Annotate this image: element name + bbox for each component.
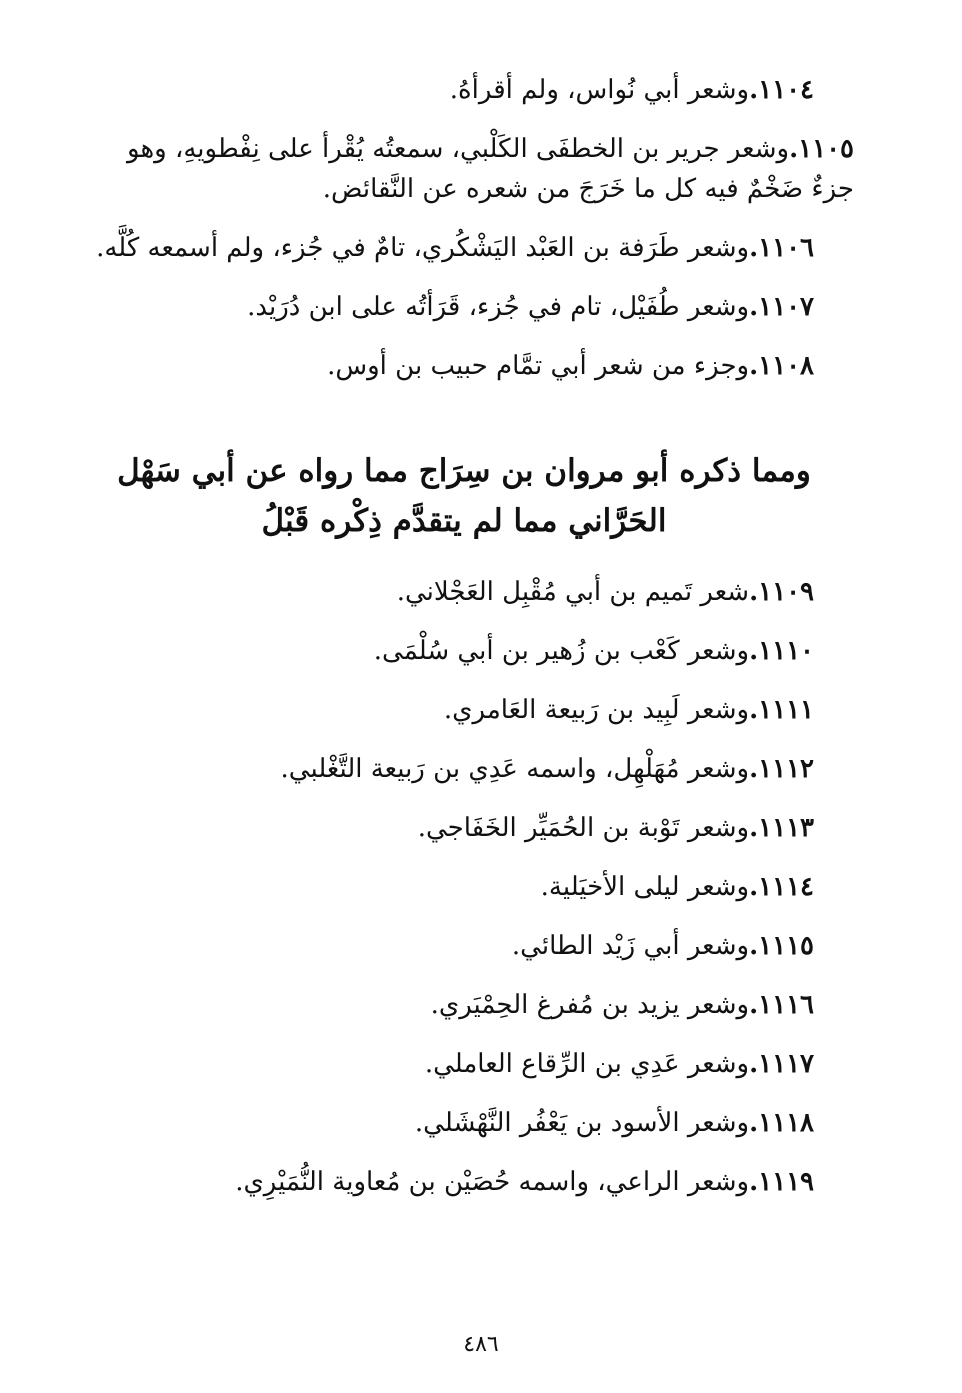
entry-number: ١١٠٩ (758, 577, 814, 607)
entry-1115: ١١١٥.وشعر أبي زَيْد الطائي. (511, 931, 814, 961)
entry-text: وشعر كَعْب بن زُهير بن أبي سُلْمَى. (373, 636, 750, 666)
entry-text: شعر تَميم بن أبي مُقْبِل العَجْلاني. (396, 577, 750, 607)
entries-list-after (94, 572, 814, 1221)
entry-text: وشعر أبي نُواس، ولم أقرأهُ. (449, 75, 750, 105)
entry-number: ١١١٣ (758, 813, 814, 843)
entries-list-before (94, 70, 854, 405)
entry-1116: ١١١٦.وشعر يزيد بن مُفرغ الحِمْيَري. (430, 990, 814, 1020)
entry-text: وشعر الأسود بن يَعْفُر النَّهْشَلي. (414, 1108, 750, 1138)
entry-text: وشعر طُفَيْل، تام في جُزء، قَرَأتُه على ابن دُرَيْد. (247, 292, 750, 322)
entry-1104: ١١٠٤.وشعر أبي نُواس، ولم أقرأهُ. (449, 75, 814, 105)
section-heading: ومما ذكره أبو مروان بن سِرَاج مما رواه عن أبي سَهْل الحَرَّاني مما لم يتقدَّم ذِكْره قَبْلُ (117, 453, 811, 539)
entry-number: ١١٠٤ (758, 75, 814, 105)
entry-number: ١١١٩ (758, 1167, 814, 1197)
entry-text: وشعر لَبِيد بن رَبيعة العَامري. (443, 695, 750, 725)
entry-text: وشعر عَدِي بن الرِّقاع العاملي. (424, 1049, 750, 1079)
entry-1110: ١١١٠.وشعر كَعْب بن زُهير بن أبي سُلْمَى. (373, 636, 814, 666)
entry-number: ١١١١ (758, 695, 814, 725)
entry-number: ١١١٧ (758, 1049, 814, 1079)
entry-number: ١١١٦ (758, 990, 814, 1020)
entry-number: ١١٠٧ (758, 292, 814, 322)
entry-text: وجزء من شعر أبي تمَّام حبيب بن أوس. (327, 351, 750, 381)
entry-text: وشعر مُهَلْهِل، واسمه عَدِي بن رَبيعة التَّغْلبي. (280, 754, 750, 784)
entry-number: ١١١٥ (758, 931, 814, 961)
entry-text: وشعر طَرَفة بن العَبْد اليَشْكُري، تامٌ في جُزء، ولم أسمعه كُلَّه. (96, 233, 750, 263)
entry-number: ١١٠٦ (758, 233, 814, 263)
entry-text: وشعر ليلى الأخيَلية. (540, 872, 750, 902)
entry-text: وشعر تَوْبة بن الحُمَيِّر الخَفَاجي. (417, 813, 750, 843)
entry-1108: ١١٠٨.وجزء من شعر أبي تمَّام حبيب بن أوس. (327, 351, 814, 381)
entry-number: ١١١٢ (758, 754, 814, 784)
entry-text: وشعر جرير بن الخطفَى الكَلْبي، سمعتُه يُقْرأ على نِفْطويهِ، وهو جزءٌ ضَخْمٌ فيه كل ما خَرَجَ من شعره عن النَّقائض. (127, 134, 854, 204)
entry-1107: ١١٠٧.وشعر طُفَيْل، تام في جُزء، قَرَأتُه على ابن دُرَيْد. (247, 292, 814, 322)
entry-1109: ١١٠٩.شعر تَميم بن أبي مُقْبِل العَجْلاني. (396, 577, 814, 607)
entry-1112: ١١١٢.وشعر مُهَلْهِل، واسمه عَدِي بن رَبيعة التَّغْلبي. (280, 754, 814, 784)
entry-1106: ١١٠٦.وشعر طَرَفة بن العَبْد اليَشْكُري، تامٌ في جُزء، ولم أسمعه كُلَّه. (96, 233, 814, 263)
entry-1111: ١١١١.وشعر لَبِيد بن رَبيعة العَامري. (443, 695, 814, 725)
entry-text: وشعر يزيد بن مُفرغ الحِمْيَري. (430, 990, 750, 1020)
entry-number: ١١١٠ (758, 636, 814, 666)
entry-1113: ١١١٣.وشعر تَوْبة بن الحُمَيِّر الخَفَاجي. (417, 813, 814, 843)
entry-number: ١١٠٥ (798, 134, 854, 164)
entry-number: ١١٠٨ (758, 351, 814, 381)
entry-1117: ١١١٧.وشعر عَدِي بن الرِّقاع العاملي. (424, 1049, 814, 1079)
entry-number: ١١١٨ (758, 1108, 814, 1138)
entry-1105: ١١٠٥.وشعر جرير بن الخطفَى الكَلْبي، سمعتُه يُقْرأ على نِفْطويهِ، وهو جزءٌ ضَخْمٌ فيه كل ما خَرَجَ من شعره عن النَّقائض. (127, 134, 854, 204)
entry-1118: ١١١٨.وشعر الأسود بن يَعْفُر النَّهْشَلي. (414, 1108, 814, 1138)
entry-number: ١١١٤ (758, 872, 814, 902)
entry-1114: ١١١٤.وشعر ليلى الأخيَلية. (540, 872, 814, 902)
entry-text: وشعر أبي زَيْد الطائي. (511, 931, 750, 961)
entry-text: وشعر الراعي، واسمه حُصَيْن بن مُعاوية النُّمَيْرِي. (235, 1167, 750, 1197)
page-number: ٤٨٦ (463, 1332, 499, 1357)
entry-1119: ١١١٩.وشعر الراعي، واسمه حُصَيْن بن مُعاوية النُّمَيْرِي. (235, 1167, 814, 1197)
